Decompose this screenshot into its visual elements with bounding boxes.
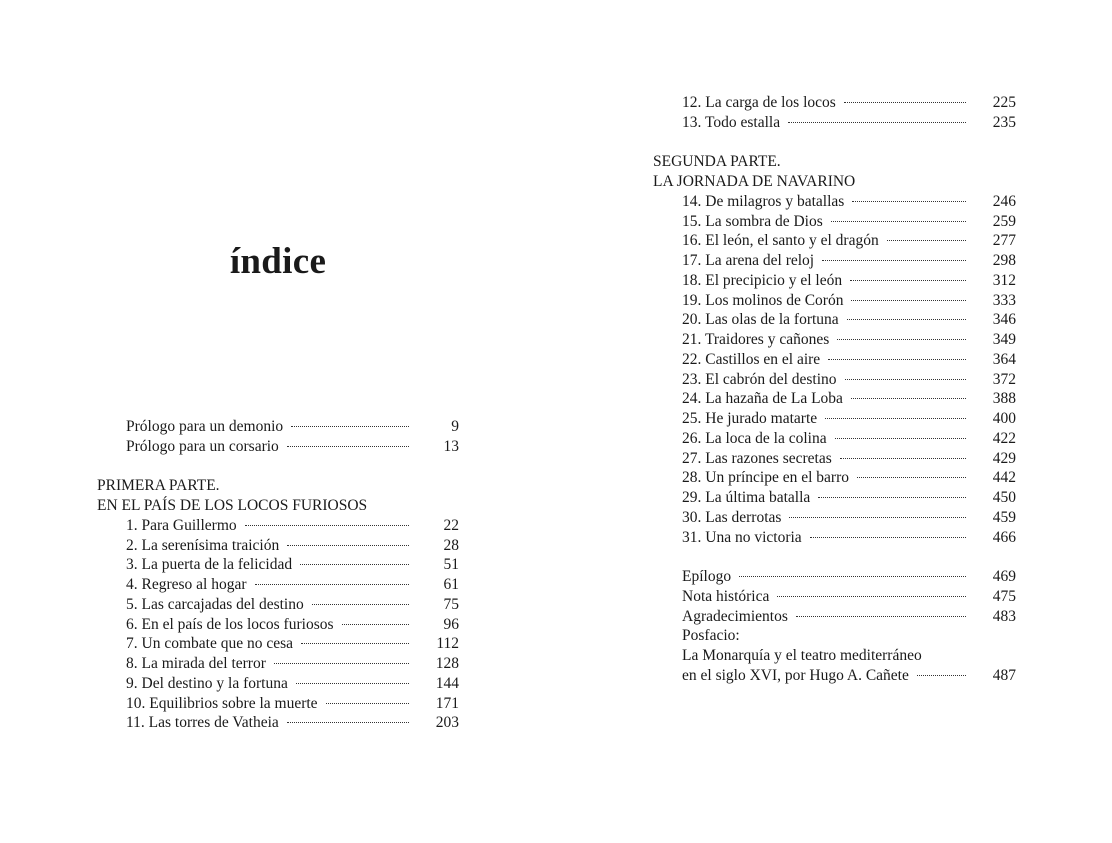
dot-leader xyxy=(847,319,966,320)
toc-entry[interactable] xyxy=(97,536,459,556)
entry-page: 259 xyxy=(992,212,1016,230)
toc-entry[interactable] xyxy=(97,575,459,595)
toc-entry[interactable] xyxy=(97,654,459,674)
dot-leader xyxy=(917,675,966,676)
dot-leader xyxy=(296,683,409,684)
dot-leader xyxy=(796,616,966,617)
dot-leader xyxy=(777,596,966,597)
toc-entry[interactable] xyxy=(653,231,1016,251)
entry-page: 75 xyxy=(443,595,459,613)
entry-title: 1. Para Guillermo xyxy=(126,516,237,534)
entry-title: 21. Traidores y cañones xyxy=(682,331,830,348)
dot-leader xyxy=(835,438,966,439)
toc-entry[interactable] xyxy=(653,409,1016,429)
entry-title: 22. Castillos en el aire xyxy=(682,350,821,368)
toc-entry[interactable] xyxy=(97,615,459,635)
dot-leader xyxy=(788,122,966,123)
entry-page: 459 xyxy=(992,508,1016,526)
toc-entry[interactable] xyxy=(97,516,459,536)
toc-entry[interactable] xyxy=(653,93,1016,113)
entry-title: 6. En el país de los locos furiosos xyxy=(126,615,334,633)
entry-title: 7. Un combate que no cesa xyxy=(126,635,293,653)
entry-title: en el siglo XVI, por Hugo A. Cañete xyxy=(682,666,909,684)
toc-entry[interactable] xyxy=(653,449,1016,469)
backmatter-list xyxy=(653,567,1016,626)
dot-leader xyxy=(828,359,966,360)
part-one-chapter-list xyxy=(97,516,459,733)
entry-page: 422 xyxy=(992,429,1016,447)
entry-page: 61 xyxy=(443,576,459,593)
entry-page: 28 xyxy=(443,536,459,554)
entry-title: 24. La hazaña de La Loba xyxy=(682,390,843,408)
dot-leader xyxy=(851,398,966,399)
entry-page: 487 xyxy=(992,666,1016,684)
toc-entry[interactable] xyxy=(97,417,459,437)
entry-title: 28. Un príncipe en el barro xyxy=(682,469,849,487)
toc-entry[interactable] xyxy=(97,634,459,654)
toc-entry[interactable] xyxy=(97,713,459,733)
toc-entry[interactable] xyxy=(653,271,1016,291)
dot-leader xyxy=(840,458,966,459)
toc-entry[interactable] xyxy=(653,389,1016,409)
entry-title: 2. La serenísima traición xyxy=(126,536,280,554)
dot-leader xyxy=(255,584,409,585)
left-toc xyxy=(97,417,459,733)
dot-leader xyxy=(301,643,409,644)
entry-page: 171 xyxy=(435,694,459,712)
entry-title: 9. Del destino y la fortuna xyxy=(126,674,288,692)
toc-entry[interactable] xyxy=(97,674,459,694)
entry-title: 8. La mirada del terror xyxy=(126,655,266,672)
entry-title: 23. El cabrón del destino xyxy=(682,370,837,388)
entry-title: 27. Las razones secretas xyxy=(682,449,832,467)
toc-entry[interactable] xyxy=(653,310,1016,330)
toc-entry[interactable] xyxy=(97,555,459,575)
posfacio-title-line: La Monarquía y el teatro mediterráneo xyxy=(682,647,922,664)
part-one-continued-list xyxy=(653,93,1016,133)
entry-title: 31. Una no victoria xyxy=(682,528,802,546)
entry-title: Prólogo para un demonio xyxy=(126,418,284,435)
entry-page: 364 xyxy=(992,350,1016,368)
toc-entry[interactable] xyxy=(653,587,1016,607)
dot-leader xyxy=(245,525,409,526)
dot-leader xyxy=(851,300,966,301)
entry-title: 11. Las torres de Vatheia xyxy=(126,714,279,732)
toc-entry[interactable] xyxy=(653,291,1016,311)
entry-page: 400 xyxy=(992,410,1016,427)
toc-entry[interactable] xyxy=(653,508,1016,528)
entry-title: 14. De milagros y batallas xyxy=(682,192,845,210)
dot-leader xyxy=(287,722,409,723)
dot-leader xyxy=(326,703,409,704)
entry-page: 388 xyxy=(992,390,1016,408)
entry-title: Prólogo para un corsario xyxy=(126,437,279,455)
toc-entry[interactable] xyxy=(653,192,1016,212)
entry-title: 5. Las carcajadas del destino xyxy=(126,595,304,613)
toc-entry[interactable] xyxy=(653,370,1016,390)
entry-page: 112 xyxy=(436,635,459,653)
toc-entry[interactable] xyxy=(653,528,1016,548)
entry-title: 13. Todo estalla xyxy=(682,113,781,131)
dot-leader xyxy=(312,604,409,605)
dot-leader xyxy=(342,624,409,625)
entry-title: 30. Las derrotas xyxy=(682,508,782,526)
index-title: índice xyxy=(229,241,327,282)
dot-leader xyxy=(837,339,966,340)
dot-leader xyxy=(850,280,966,281)
entry-title: 29. La última batalla xyxy=(682,489,811,506)
toc-entry[interactable] xyxy=(653,429,1016,449)
dot-leader xyxy=(274,663,409,664)
entry-page: 96 xyxy=(443,615,459,633)
entry-title: Agradecimientos xyxy=(682,607,788,625)
part-one-heading: PRIMERA PARTE. xyxy=(97,477,220,495)
entry-title: 19. Los molinos de Corón xyxy=(682,291,844,309)
entry-page: 372 xyxy=(992,370,1016,388)
entry-title: 12. La carga de los locos xyxy=(682,94,836,111)
entry-page: 349 xyxy=(992,331,1016,348)
dot-leader xyxy=(291,426,409,427)
toc-entry[interactable] xyxy=(653,488,1016,508)
toc-entry[interactable] xyxy=(653,251,1016,271)
entry-page: 429 xyxy=(992,449,1016,467)
dot-leader xyxy=(887,240,966,241)
entry-page: 298 xyxy=(992,252,1016,269)
dot-leader xyxy=(822,260,966,261)
entry-title: 16. El león, el santo y el dragón xyxy=(682,232,879,250)
entry-page: 128 xyxy=(435,655,459,672)
entry-title: 18. El precipicio y el león xyxy=(682,271,843,289)
part-two-subtitle: LA JORNADA DE NAVARINO xyxy=(653,173,856,190)
dot-leader xyxy=(739,576,966,577)
entry-title: 17. La arena del reloj xyxy=(682,252,815,269)
entry-page: 312 xyxy=(992,271,1016,289)
entry-page: 144 xyxy=(435,674,459,692)
prologue-list xyxy=(97,417,459,457)
entry-page: 466 xyxy=(992,528,1016,546)
entry-title: 25. He jurado matarte xyxy=(682,410,818,427)
toc-entry[interactable] xyxy=(97,595,459,615)
toc-entry[interactable] xyxy=(653,350,1016,370)
toc-entry[interactable] xyxy=(653,113,1016,133)
right-toc xyxy=(653,93,1016,686)
dot-leader xyxy=(287,446,409,447)
entry-title: 26. La loca de la colina xyxy=(682,429,827,447)
entry-page: 483 xyxy=(992,607,1016,625)
entry-page: 475 xyxy=(992,587,1016,605)
toc-entry[interactable] xyxy=(653,567,1016,587)
dot-leader xyxy=(818,497,966,498)
toc-entry[interactable] xyxy=(653,607,1016,627)
part-two-chapter-list xyxy=(653,192,1016,548)
dot-leader xyxy=(852,201,966,202)
entry-title: 20. Las olas de la fortuna xyxy=(682,311,839,329)
entry-page: 51 xyxy=(443,556,459,574)
entry-page: 13 xyxy=(443,437,459,455)
entry-page: 442 xyxy=(992,469,1016,487)
toc-entry[interactable] xyxy=(97,437,459,457)
entry-page: 22 xyxy=(443,516,459,534)
part-one-subtitle: EN EL PAÍS DE LOS LOCOS FURIOSOS xyxy=(97,497,368,514)
entry-page: 235 xyxy=(992,113,1016,131)
part-two-heading: SEGUNDA PARTE. xyxy=(653,153,781,171)
entry-title: 15. La sombra de Dios xyxy=(682,212,823,230)
dot-leader xyxy=(300,564,409,565)
dot-leader xyxy=(831,221,966,222)
entry-page: 246 xyxy=(992,192,1016,210)
posfacio-label: Posfacio: xyxy=(682,627,740,645)
entry-title: Nota histórica xyxy=(682,587,770,605)
entry-page: 9 xyxy=(451,418,459,435)
dot-leader xyxy=(789,517,966,518)
toc-entry[interactable] xyxy=(653,468,1016,488)
entry-page: 450 xyxy=(992,489,1016,506)
entry-page: 346 xyxy=(992,311,1016,329)
dot-leader xyxy=(825,418,966,419)
entry-page: 225 xyxy=(992,94,1016,111)
entry-page: 203 xyxy=(435,714,459,732)
dot-leader xyxy=(810,537,966,538)
entry-title: Epílogo xyxy=(682,568,732,585)
toc-entry[interactable] xyxy=(97,694,459,714)
entry-page: 469 xyxy=(992,568,1016,585)
dot-leader xyxy=(857,477,966,478)
dot-leader xyxy=(844,102,966,103)
dot-leader xyxy=(845,379,966,380)
toc-entry[interactable] xyxy=(653,666,1016,686)
toc-entry[interactable] xyxy=(653,212,1016,232)
entry-page: 333 xyxy=(992,291,1016,309)
dot-leader xyxy=(287,545,409,546)
entry-title: 4. Regreso al hogar xyxy=(126,576,247,593)
entry-title: 10. Equilibrios sobre la muerte xyxy=(126,694,318,712)
toc-entry[interactable] xyxy=(653,330,1016,350)
entry-title: 3. La puerta de la felicidad xyxy=(126,556,293,574)
entry-page: 277 xyxy=(992,232,1016,250)
